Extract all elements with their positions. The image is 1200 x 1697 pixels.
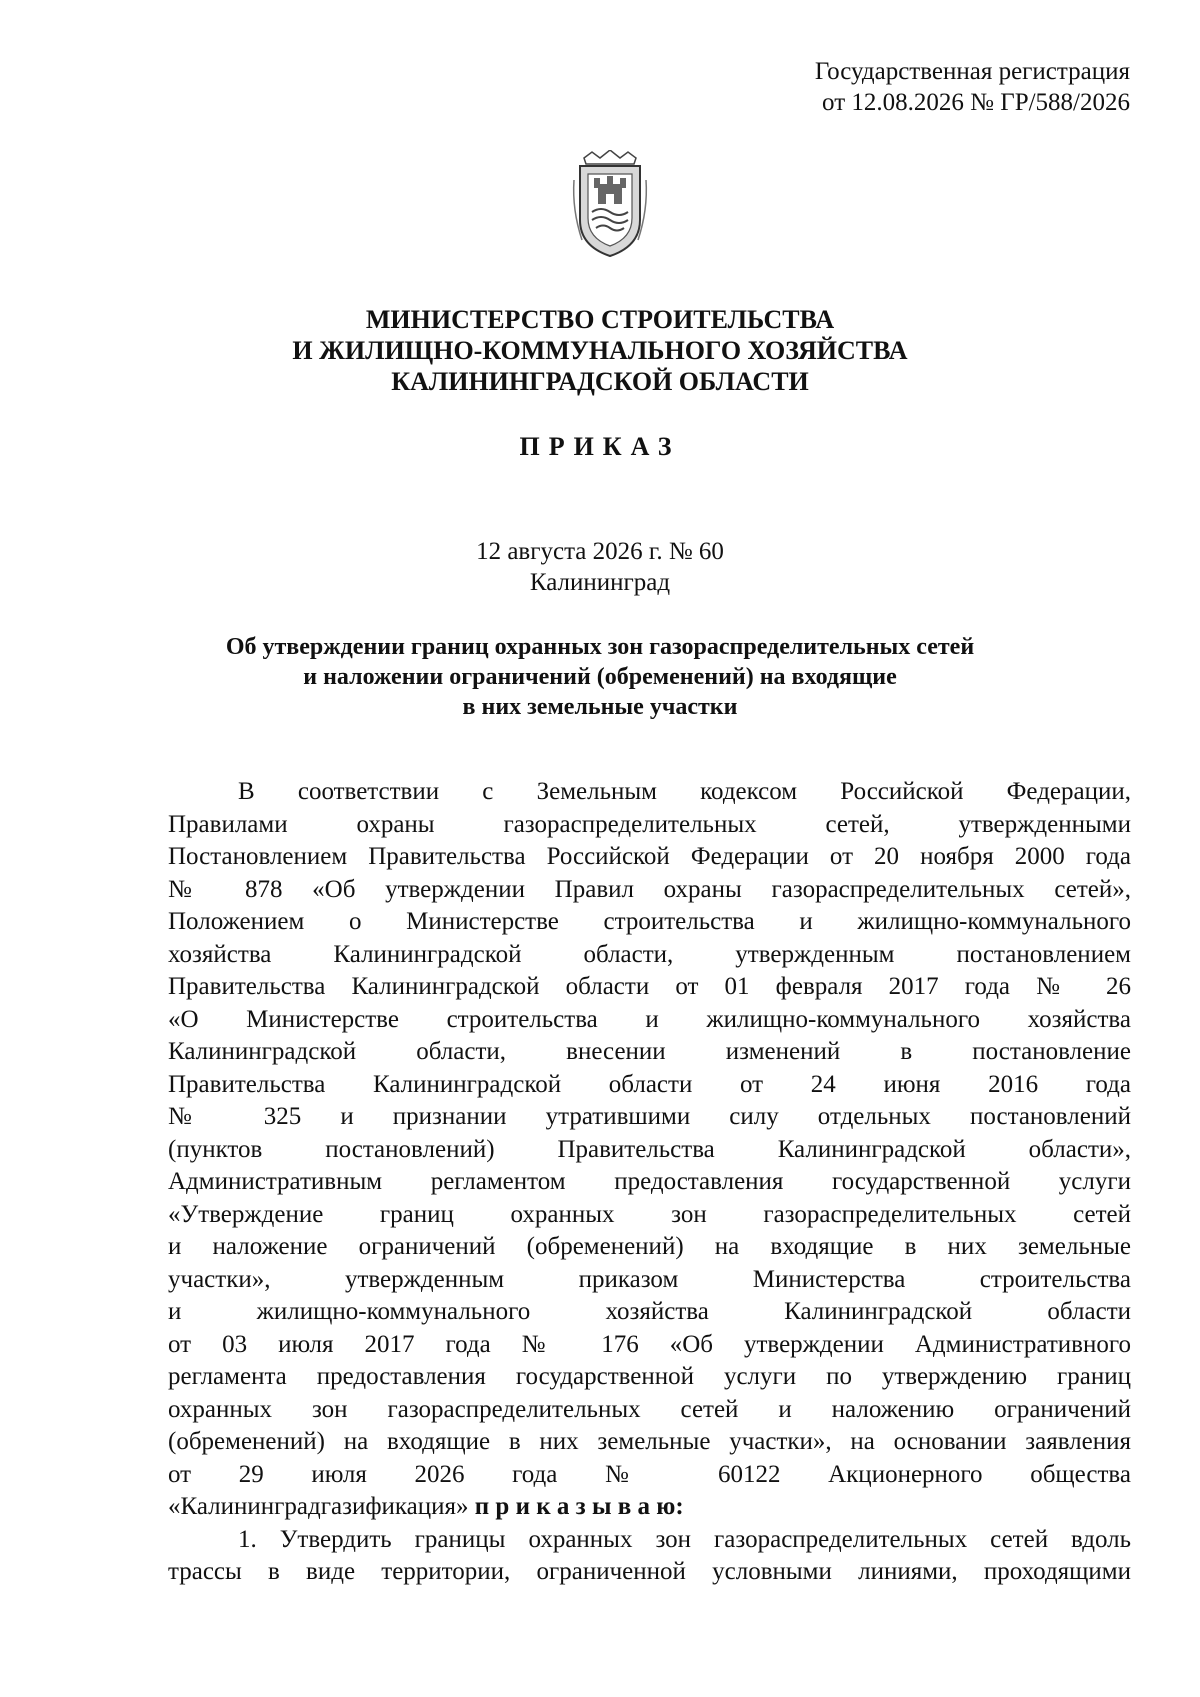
decree-keyword: п р и к а з ы в а ю:	[474, 1493, 684, 1520]
subject-line-1: Об утверждении границ охранных зон газораспределительных сетей	[225, 634, 975, 660]
body-line: и жилищно-коммунального хозяйства Калининградской области	[168, 1298, 1131, 1325]
body-line: от 29 июля 2026 года № 60122 Акционерного общества	[168, 1460, 1131, 1488]
body-line: «О Министерстве строительства и жилищно-коммунального хозяйства	[168, 1005, 1131, 1033]
body-line: регламента предоставления государственной услуги по утверждению границ	[168, 1363, 1131, 1390]
ministry-line-3: КАЛИНИНГРАДСКОЙ ОБЛАСТИ	[391, 367, 809, 396]
document-type-title: ПРИКАЗ	[519, 432, 681, 461]
ministry-line-2: И ЖИЛИЩНО-КОММУНАЛЬНОГО ХОЗЯЙСТВА	[292, 336, 908, 365]
body-line: охранных зон газораспределительных сетей и наложению ограничений	[168, 1395, 1131, 1423]
body-line: Правилами охраны газораспределительных сетей, утвержденными	[168, 810, 1131, 838]
body-line: Калининградской области, внесении изменений в постановление	[168, 1038, 1131, 1065]
item-1-line-1: 1. Утвердить границы охранных зон газораспределительных сетей вдоль	[238, 1525, 1131, 1553]
body-line: В соответствии с Земельным кодексом Российской Федерации,	[238, 778, 1131, 805]
body-line: Правительства Калининградской области от 24 июня 2016 года	[168, 1070, 1131, 1098]
body-line: от 03 июля 2017 года № 176 «Об утверждении Административного	[168, 1330, 1131, 1358]
subject-line-3: в них земельные участки	[462, 694, 738, 720]
body-line: участки», утвержденным приказом Министерства строительства	[168, 1265, 1131, 1293]
item-1-line-2: трассы в виде территории, ограниченной условными линиями, проходящими	[168, 1558, 1131, 1585]
body-line: Положением о Министерстве строительства и жилищно-коммунального	[168, 908, 1131, 935]
order-date-block	[0, 536, 1200, 598]
body-line: № 878 «Об утверждении Правил охраны газораспределительных сетей»,	[168, 875, 1131, 903]
ministry-line-1: МИНИСТЕРСТВО СТРОИТЕЛЬСТВА	[365, 305, 835, 334]
body-line: и наложение ограничений (обременений) на входящие в них земельные	[168, 1233, 1131, 1260]
coat-of-arms-icon	[570, 150, 650, 260]
body-line: Правительства Калининградской области от 01 февраля 2017 года № 26	[168, 973, 1131, 1000]
order-subject	[0, 632, 1200, 722]
body-line: Административным регламентом предоставления государственной услуги	[168, 1168, 1131, 1195]
body-line: хозяйства Калининградской области, утвержденным постановлением	[168, 940, 1131, 968]
body-line: (обременений) на входящие в них земельные участки», на основании заявления	[168, 1428, 1131, 1455]
body-line: (пунктов постановлений) Правительства Калининградской области»,	[168, 1135, 1131, 1163]
order-date-number: 12 августа 2026 г. № 60	[476, 538, 724, 565]
registration-line-2: от 12.08.2026 № ГР/588/2026	[822, 89, 1130, 116]
registration-line-1: Государственная регистрация	[814, 58, 1130, 85]
body-line: Постановлением Правительства Российской Федерации от 20 ноября 2000 года	[168, 843, 1131, 870]
ministry-name	[0, 304, 1200, 397]
order-city: Калининград	[529, 569, 671, 596]
registration-stamp	[610, 56, 1130, 118]
body-line: № 325 и признании утратившими силу отдельных постановлений	[168, 1103, 1131, 1130]
body-line: «Утверждение границ охранных зон газораспределительных сетей	[168, 1200, 1131, 1228]
subject-line-2: и наложении ограничений (обременений) на входящие	[303, 664, 897, 690]
company-name-text: «Калининградгазификация»	[168, 1493, 475, 1520]
body-line-decree	[168, 1491, 1131, 1524]
order-body	[168, 776, 1131, 1589]
